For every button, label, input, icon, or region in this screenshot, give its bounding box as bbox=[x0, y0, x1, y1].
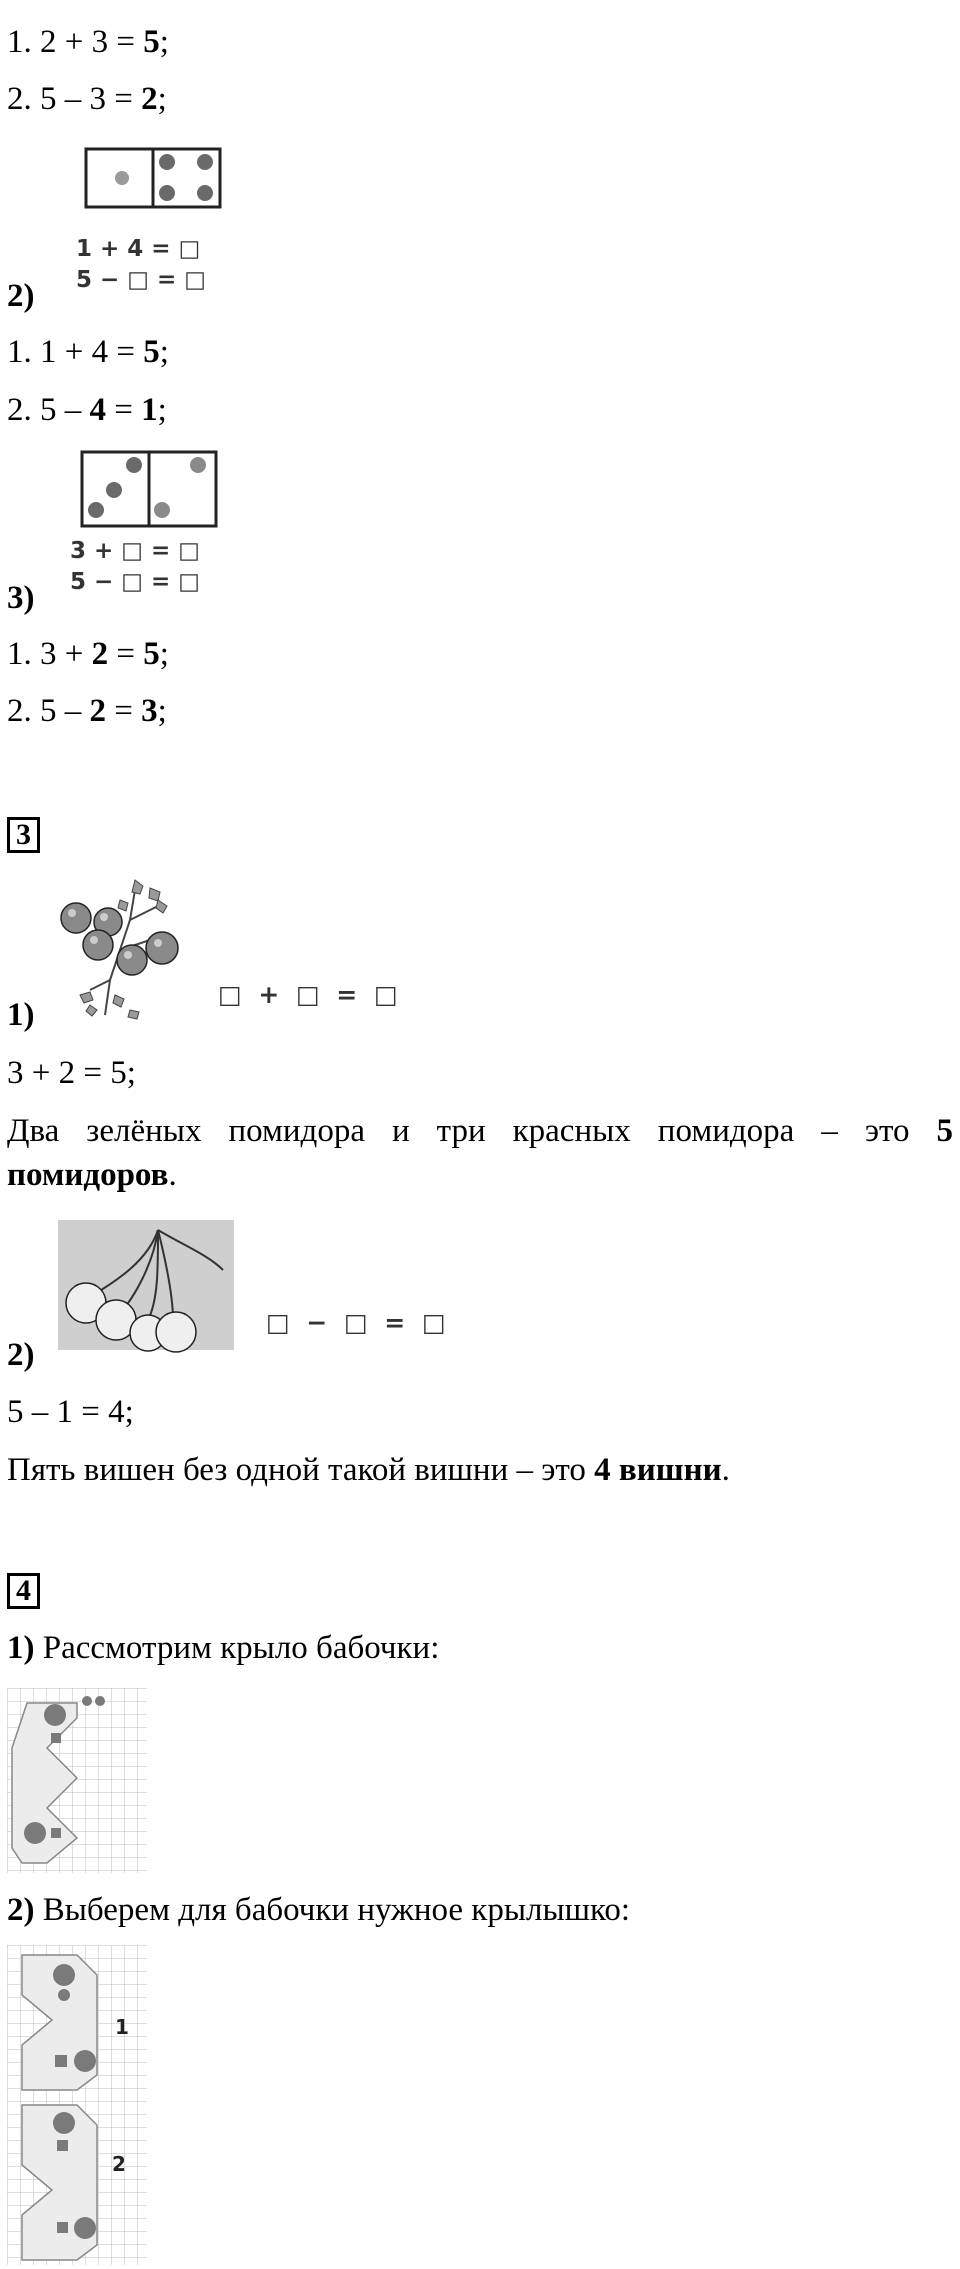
figure-equation: □ + □ = □ bbox=[218, 980, 398, 1009]
butterfly-wing-grid bbox=[7, 1688, 147, 1873]
equation-line: 2. 5 – 2 = 3; bbox=[7, 693, 167, 729]
equation-line: 1. 3 + 2 = 5; bbox=[7, 636, 169, 672]
equation-line: 2. 5 – 4 = 1; bbox=[7, 392, 167, 428]
cherries-image bbox=[58, 1220, 238, 1355]
answer-paragraph: Два зелёных помидора и три красных помидора – это 5 помидоров. bbox=[7, 1113, 953, 1193]
wing-option-label: 1 bbox=[115, 2015, 129, 2039]
task-number-box: 4 bbox=[7, 1573, 40, 1609]
sub-label: 3) bbox=[7, 580, 35, 616]
butterfly-wing-options-grid bbox=[7, 1945, 147, 2265]
figure-equation: 1 + 4 = □ bbox=[76, 236, 201, 262]
answer-paragraph: Пять вишен без одной такой вишни – это 4 вишни. bbox=[7, 1452, 730, 1488]
figure-equation: □ − □ = □ bbox=[266, 1308, 446, 1337]
tomato-branch-image bbox=[50, 870, 190, 1020]
sub-heading: 2) Выберем для бабочки нужное крылышко: bbox=[7, 1892, 631, 1928]
figure-equation: 5 − □ = □ bbox=[76, 267, 207, 293]
equation-line: 2. 5 – 3 = 2; bbox=[7, 81, 167, 117]
sub-label: 2) bbox=[7, 278, 35, 314]
figure-equation: 5 − □ = □ bbox=[70, 569, 201, 595]
equation-line: 1. 2 + 3 = 5; bbox=[7, 24, 169, 60]
task-number-box: 3 bbox=[7, 817, 40, 853]
equation-line: 1. 1 + 4 = 5; bbox=[7, 334, 169, 370]
wing-option-label: 2 bbox=[112, 2152, 126, 2176]
sub-heading: 1) Рассмотрим крыло бабочки: bbox=[7, 1630, 440, 1666]
equation-line: 5 – 1 = 4; bbox=[7, 1394, 134, 1430]
sub-label: 1) bbox=[7, 997, 35, 1033]
sub-label: 2) bbox=[7, 1337, 35, 1373]
equation-line: 3 + 2 = 5; bbox=[7, 1055, 136, 1091]
figure-equation: 3 + □ = □ bbox=[70, 538, 201, 564]
